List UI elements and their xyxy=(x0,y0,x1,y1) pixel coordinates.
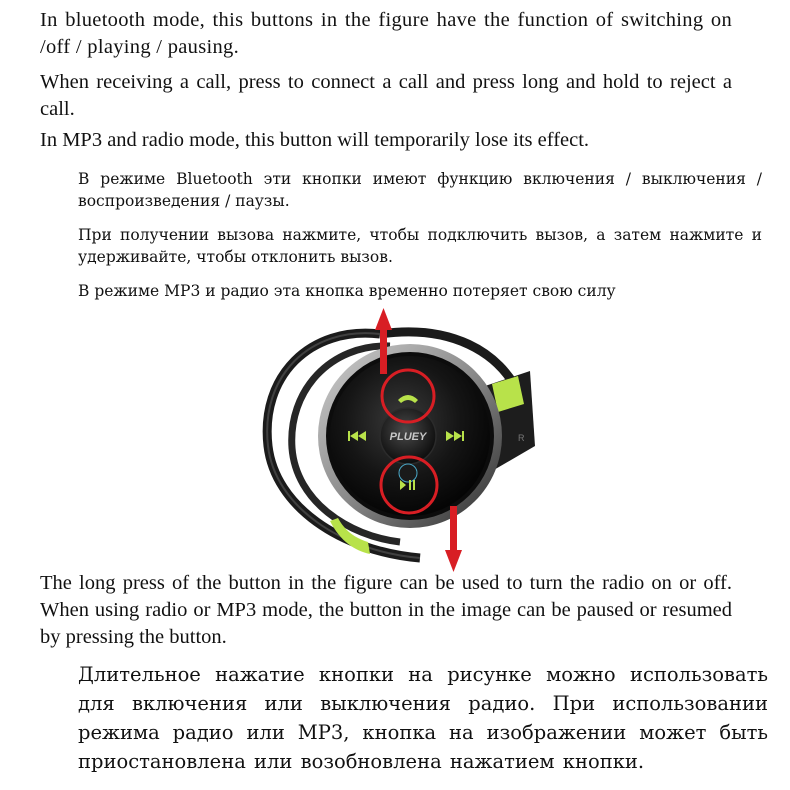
earpiece-body xyxy=(318,344,502,528)
paragraph-en-receiving-call: When receiving a call, press to connect a call and press long and hold to reject a call. xyxy=(40,71,732,120)
paragraph-en-long-press: The long press of the button in the figure can be used to turn the radio on or off. When using radio or MP3 mode, the button in the image can be paused or resumed by pressing the button. xyxy=(40,572,732,648)
paragraph-en-bluetooth-mode: In bluetooth mode, this buttons in the figure have the function of switching on /off / playing / pausing. xyxy=(40,9,732,58)
paragraph-ru-long-press: Длительное нажатие кнопки на рисунке можно использовать для включения или выключения радио. При использовании режима радио или MP3, кнопка на изображении может быть приостановлена или возобновлена нажатием кнопки. xyxy=(78,663,768,773)
side-mark: R xyxy=(518,433,525,443)
brand-logo: PLUEY xyxy=(389,431,427,443)
paragraph-en-mp3-radio: In MP3 and radio mode, this button will temporarily lose its effect. xyxy=(40,129,590,151)
paragraph-ru-mp3-radio: В режиме MP3 и радио эта кнопка временно потеряет свою силу xyxy=(78,282,616,300)
paragraph-ru-receiving-call: При получении вызова нажмите, чтобы подключить вызов, а затем нажмите и удерживайте, чтобы отклонить вызов. xyxy=(78,226,762,266)
headset-image xyxy=(230,296,570,576)
paragraph-ru-bluetooth-mode: В режиме Bluetooth эти кнопки имеют функцию включения / выключения / воспроизведения / паузы. xyxy=(78,170,762,210)
